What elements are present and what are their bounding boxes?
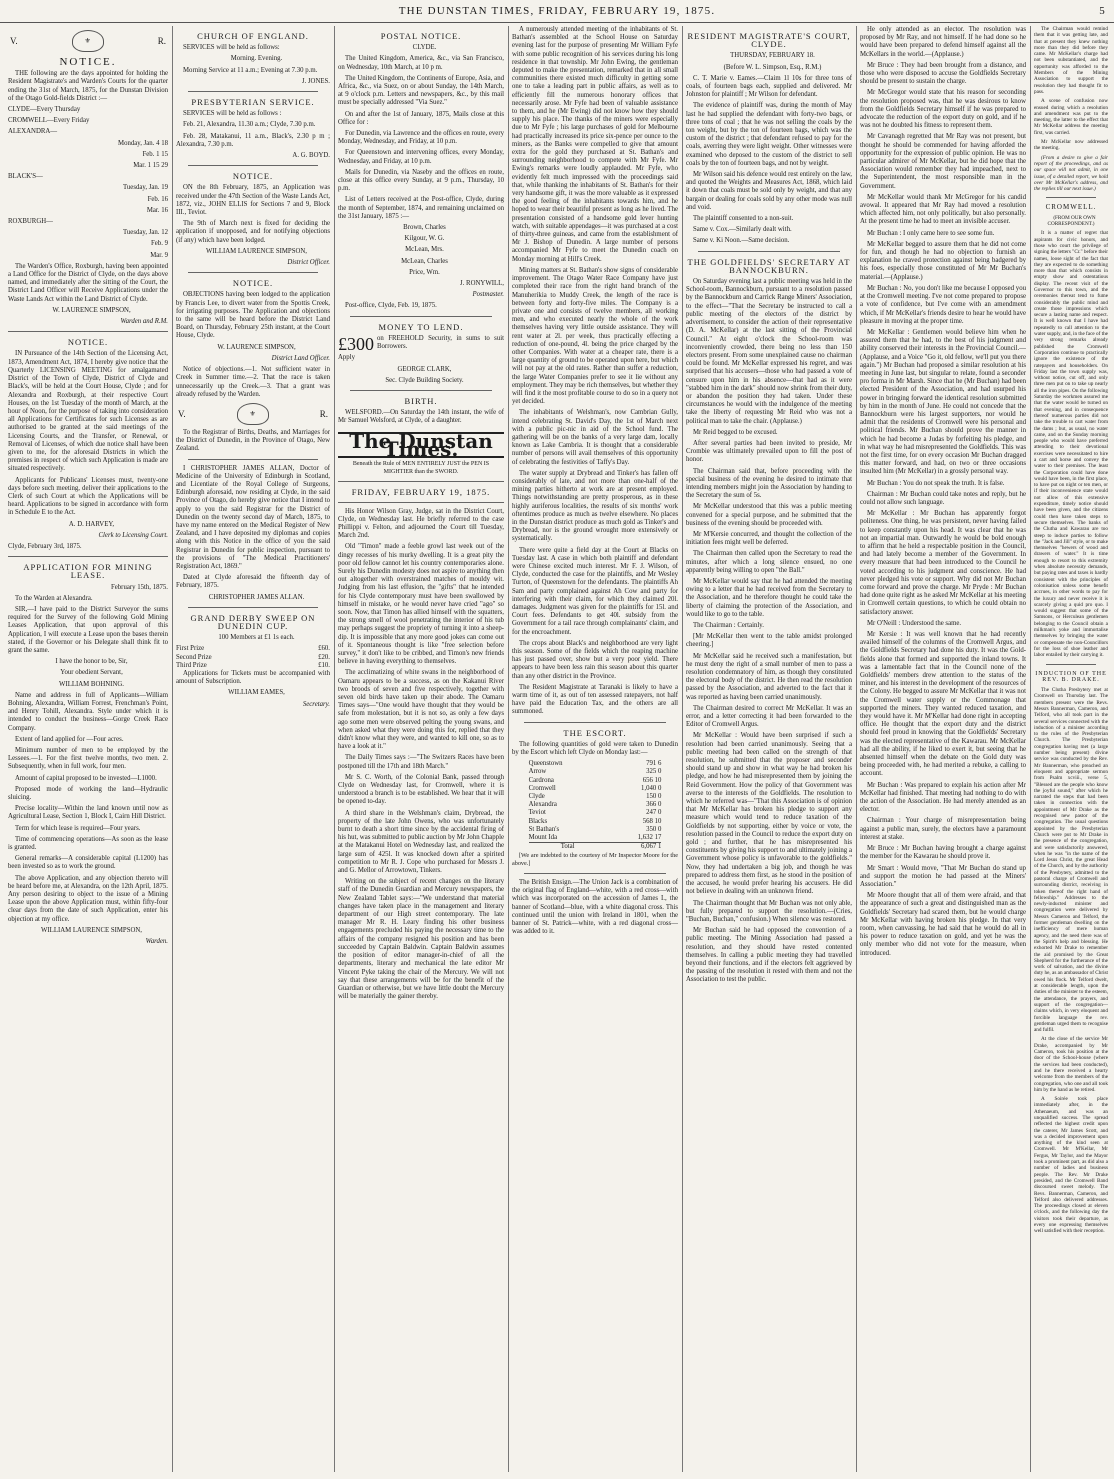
postal-text: The United Kingdom, the Continents of Europe, Asia, and Africa, &c., via Suez, on or about Sunday, the 14th March, at 9 o'clock p.m. Letters and newspapers, &c., by this mail must be specially addressed "Via Suez." [338, 74, 504, 107]
editorial-paragraph: Writing on the subject of recent changes on the literary staff of the Dunedin Guardian and Mercury newspapers, the New Zealand Tablet says:—"We understand that material changes have taken place in the management and literary department of our High street contemporary. The late manager Mr R. H. Leary finding his other business engagements precluded his paying the necessary time to the affairs of the company resigned his position and has been succeeded by Captain Baldwin. Captain Baldwin assumes the position of editor manager-in-chief of all the departments, literary and mechanical the late editor Mr Vincent Pyke taking the chair of the Mercury. We will not say that these arrangements will be for the benefit of the Guardian or otherwise, but we have little doubt the Mercury will be materially the gainer thereby. [338, 878, 504, 1001]
meeting-paragraph: Mr Moore thought that all of them were afraid, and that the appearance of such a great and distinguished man as the Goldfields' Secretary had scared them, but he would charge Mr McKellar with having broken his pledge. In that very room, when canvassing, he had said that he would do all in his power to reduce taxation on gold, and yet he was the only member who did not vote for the measure, when introduced. [860, 892, 1026, 957]
signature: WILLIAM EAMES, [228, 689, 285, 697]
allan-body: I CHRISTOPHER JAMES ALLAN, Doctor of Medicine of the University of Edinburgh in Scotland, and Licentiate of the Royal College of Surgeons, Edinburgh aforesaid, now residing at Clyde, in the said Province of Otago, do hereby give notice that I intend to apply to you the said Registrar for the District of Dunedin on the twenty second day of March, 1875, to have my name entered on the Medical Register of New Zealand, and I have deposited my diplomas and copies along with this Notice in the office of you the said Registrar in Dunedin for public inspection, pursuant to the provisions of "The Medical Practitioners' Registration Act, 1869." [176, 464, 330, 570]
escort-place: Mount Ida [528, 834, 558, 842]
column-rule [1030, 26, 1031, 1472]
letter-name: McLean, Charles [401, 257, 448, 265]
meeting-paragraph: Mr Reid begged to be excused. [693, 428, 778, 436]
objections-body: Notice of objections.—1. Not sufficient water in Creek in Summer time.—2. That the race is taken unnecessarily up the Creek.—3. That a grant was already refused by the Warden. [176, 366, 330, 398]
divider [8, 556, 168, 557]
notice-heading: NOTICE. [59, 56, 117, 68]
ensign-paragraph: The British Ensign.—The Union Jack is a combination of the original flag of England—white, with a red cross—with which was incorporated on the accession of James I., the banner of Scotland—blue, with a white diagonal cross. This continued until the union with Ireland in 1801, when the banner of St. Patrick—white, with a red diagonal cross—was added to it. [512, 878, 678, 936]
postal-text: For Dunedin, via Lawrence and the offices en route, every Monday, Wednesday, and Friday, at 10 p.m. [338, 130, 504, 146]
editorial-paragraph: Old "Timon" made a feeble growl last week out of the dingy recesses of his murky dwelling. It is a great pity the poor old fellow cannot let his country contemporaries alone. Surely his Dunedin modesty does not aspire to anything then out altogether with overstrained matches of mouldy wit. Judging from his last effusion, the "gifts" that he intended for his Clyde contemporary must have been swallowed by himself in mistake, or he would never have cried "ago" so soon. Now, that Timon has allied himself with the squatters, the strong smell of wool penetrating the interior of his tub may perhaps suggest the propriety of turning it into a sheep-dip. It is impossible that any more good jokes can come out of it. Spontaneous thought is like "free selection before survey," it don't like to be cribbed, and Timon's new friends believe in having everything to themselves. [338, 543, 504, 666]
table-row [529, 777, 662, 785]
meeting-paragraph: [Mr McKellar then went to the table amidst prolonged cheering.] [686, 633, 852, 649]
induction-paragraph: The Clutha Presbytery met at Cromwell on Thursday last. The members present were the Revs. Messrs Bannerman, Cameron, and Telford, who all took part in the several services connected with the induction of a minister according to the rules of the Presbyterian Church. The Presbyterian congregation having met (a large number being present) divine service was conducted by the Rev. Mr Bannerman, who preached an eloquent and appropriate sermon from Psalm xcviii., verse 5, "Blessed are the people who know the joyful sound," after which he narrated the steps that had been taken in connection with the appointment of Mr Drake as the recognised new pastor of the congregation. The usual questions appointed by the Presbyterian Church were put to Mr Drake in the presence of the congregation, and were satisfactorily answered, when he was "in the name of the Lord Jesus Christ, the great Head of the Church, and by the authority of the Presbytery, admitted to the pastoral charge of Cromwell and surrounding district, receiving in token thereof the right hand of fellowship." Addresses to the newly-inducted minister and congregation were delivered by Messrs Cameron and Telford, the former gentleman dwelling on the inefficiency of mere human agency, and the need there was of the Spirit's help and blessing. He exhorted Mr Drake to remember the aid promised by the Great Shepherd for the furtherance of the work of salvation, and the divine duty he, as an ambassador of Christ owed his flock. Mr Telford dwelt, at considerable length, upon the duties of the minister to the esteem, the attendance, the prayers, and support of the congregation—claims which, in very eloquent and forcible language the rev. gentleman urged them to recognise and fulfil. [1034, 687, 1108, 1034]
escort-oz: 366 0 [646, 801, 662, 809]
derby-members: 100 Members at £1 1s each. [218, 634, 295, 642]
escort-place: Queenstown [528, 760, 563, 768]
letter-name: Brown, Charles [403, 224, 446, 232]
mining-capital: Amount of capital proposed to be invested—L1000. [15, 774, 157, 782]
escort-total-label: Total [560, 843, 575, 851]
meeting-paragraph: Mr McKellar : Mr Buchan has apparently forgot politeness. One thing, he was persistent, never having failed to keep constantly upon his head. It was clear that he was not an impartial man. Outwardly he would be bold enough to affirm that he held a respectable position in the Council, and had lately become a member of the Government. In every measure that had been introduced to the Council he voted according to his judgment and conscience. He had never pledged his vote or support. Why did not Mr Buchan come forward and prove the charge. Mr Pryde : Mr Buchan had done quite right as he asked Mr McKellar at his meeting in Cromwell certain questions, to which he could obtain no satisfactory answer. [860, 510, 1026, 616]
divider [1046, 197, 1096, 198]
mining-time: Time of commencing operations—As soon as the lease is granted. [8, 835, 168, 852]
mining-servant: Your obedient Servant, [60, 669, 123, 677]
church-line: Morning Service at 11 a.m.; Evening at 7.30 p.m. [183, 66, 318, 74]
court-roxburgh: ROXBURGH— [8, 218, 53, 226]
signature: W. LAURENCE SIMPSON, [217, 343, 296, 351]
court-date: Tuesday, Jan. 19 [123, 184, 168, 192]
news-paragraph: The water supply at Drybread and Tinker's has fallen off considerably of late, and not more than one-half of the mining parties hitherto at work are at present employed. Things notwithstanding are pretty prosperous, as in these highly auriferous localities, the results of six months' work oftentimes produce as much as twelve elsewhere. No places in the Dunstan district produce as much gold as Tinker's and Drybread, nor is the ground wrought more extensively or systematically. [512, 469, 678, 543]
meeting-paragraph: The Chairman desired to correct Mr McKellar. It was an error, and a letter correcting it had been forwarded to the Editor of Cromwell Argus. [686, 704, 852, 729]
meeting-paragraph: Mr M'Kersie concurred, and thought the collection of the initiation fees might well be deferred. [686, 530, 852, 547]
court-paragraph: Same v. Ki Noon.—Same decision. [693, 237, 790, 245]
divider [188, 272, 318, 273]
table-row [529, 760, 662, 768]
meeting-paragraph: Mr McKellar now addressed the meeting. [1034, 139, 1108, 152]
induction-paragraph: At the close of the service Mr Drake, accompanied by Mr Cameron, took his position at the door of the School-house (where the services had been conducted), and he there received a hearty welcome from the members of the congregation, who one and all took him by the hand as he retired. [1034, 1036, 1108, 1093]
column-5 [686, 26, 852, 1472]
notice-heading: NOTICE. [67, 337, 109, 348]
table-row [529, 826, 662, 834]
court-date: Feb. 16 [147, 195, 168, 203]
postal-text: The United Kingdom, America, &c., via San Francisco, on Wednesday, 10th March, at 10 p m. [338, 55, 504, 71]
notice-date: Clyde, February 3rd, 1875. [8, 542, 82, 550]
court-date: Tuesday, Jan. 12 [123, 229, 168, 237]
court-paragraph: The plaintiff consented to a non-suit. [693, 215, 794, 223]
meeting-paragraph: Mr Kersie : It was well known that he had recently availed himself of the columns of the Cromwell Argus, and the Goldfields Secretary had done his duty. It was the Gold-fields alone that formed and supported the inland towns. It was a lamentable fact that in the Council none of the Goldfields' members drew attention to the status of the miner, and his interest in the development of the resources of the Colony. He begged to assure Mr McKellar that it was not the Cromwell water supply or the Commonage that supported the miners. They wanted reduced taxation, and they would have it. Mr M'Kellar had done right in accepting office. He thought that the export duty and the district should feel proud in knowing that the Goldfields' Secretary was the elected representative of the Kawarau. Mr McKellar had all the ability, if he liked to exert it, but seeing that he absented himself when the debate on the Gold duty was being proceeded with, he had merited a rebuke, a calling to account. [860, 631, 1026, 778]
column-3 [338, 26, 504, 1472]
notice-body: OBJECTIONS having been lodged to the application by Francis Lee, to divert water from the Spottis Creek, for irrigating purposes. The Application and objections to the same will be heard before the District Land Board, on Thursday, February 25th instant, at the Court House, Clyde. [176, 291, 330, 340]
signature: WILLIAM LAURENCE SIMPSON, [205, 247, 307, 255]
escort-note: [We are indebted to the courtesy of Mr Inspector Moore for the above.] [512, 851, 678, 867]
escort-place: St Bathan's [528, 825, 560, 833]
postal-text: List of Letters received at the Post-office, Clyde, during the month of September, 1874, and remaining unclaimed on the 31st January, 1875 :— [338, 196, 504, 220]
editorial-paragraph: His Honor Wilson Gray, Judge, sat in the District Court, Clyde, on Wednesday last. He briefly referred to the case Phillippi v. Felton, and adjourned the Court till Tuesday, March 2nd. [338, 507, 504, 540]
court-before: (Before W. L. Simpson, Esq., R.M.) [723, 63, 822, 71]
meeting-paragraph: Mr McKellar : Would have been surprised if such a resolution had been carried unanimously. Seeing that a public meeting had been called on the strength of that resolution, he submitted that the proposer and seconder should stand up and show in what way he had broken his pledge, and how he had misrepresented them by joining the Reid Government. How the policy of that Government was averse to the interests of the Goldfields. The resolution to which he referred was—"That this Association is of opinion that Mr McKellar has broken his pledge to support any measure which would tend to reduce taxation of the Goldfields by not supporting, either by voice or vote, the resolution passed in the Council to reduce the export duty on gold ; and further, that he has misrepresented his constituents by giving his support to and ultimately joining a Government whose policy is unfavorable to the goldfields." Now, they had undertaken a big job, and though he was prepared to address them first, as he stood in the position of the accused, he would prefer hearing his accusers. He did not believe in dealing with an unknown friend. [686, 732, 852, 896]
court-paragraph: Mr Wilson said his defence would rest entirely on the law, and quoted the Weights and Measures Act, 1868, which laid it down that coals must be sold only by weight, and that any bargain or dealing for coals sold by any other mode was null and void. [686, 171, 852, 211]
mining-honor: I have the honor to be, Sir, [55, 658, 128, 666]
court-days-intro: THE following are the days appointed for holding the Resident Magistrate's and Warden's Courts for the quarter ending the 31st of March, 1875, for the Dunstan Division of the Otago Gold-fields District :— [8, 70, 168, 102]
meeting-paragraph: Mr Buchan said he had opposed the convention of a public meeting. The Mining Association had passed a resolution, and they should have rested contented themselves. In calling a public meeting they had travelled beyond their functions, and if the electors felt aggrieved by the passing of the resolution it rested with them and not the Association to test the public. [686, 927, 852, 984]
prize-label: Third Prize [176, 661, 207, 669]
table-row [529, 809, 662, 817]
escort-oz: 1,632 17 [637, 834, 662, 842]
meeting-paragraph: Mr McGregor would state that his reason for seconding the resolution proposed was, that he was desirous to know from the Goldfields Secretary himself if he was prepared to advocate the reduction of the export duty on gold, and if he was not he doubted his fitness to represent them. [860, 89, 1026, 130]
mining-to: To the Warden at Alexandra. [15, 594, 93, 602]
meeting-paragraph: The Chairman said that, before proceeding with the special business of the evening he desired to intimate that intending members might join the Association by handing to the Secretary the sum of 5s. [686, 467, 852, 500]
court-date: THURSDAY, FEBRUARY 18. [730, 52, 815, 60]
royal-coat-of-arms: V. ⚜ R. [178, 403, 328, 425]
court-date: Feb. 9 [151, 240, 168, 248]
mining-name: WILLIAM BOHNING. [59, 680, 124, 688]
signature-title: Secretary. [302, 700, 330, 708]
crest-icon: ⚜ [72, 30, 104, 52]
news-paragraph: There were quite a field day at the Court at Blacks on Tuesday last. A case in which both plaintiff and defendant were Chinese excited much interest. Mr F. J. Wilson, of Clyde, conducted the case for the plaintiffs, and Mr Wesley Turton, of Queenstown for the defendants. The plaintiffs Ah Sam and party complained against Ah Cow and party for interfering with their claim, for which they claimed 20l. damages. Judgment was given for the plaintiffs for 15l. and Court fees. Defendants to get 40l. subsidy from the Government for a tail race through complainants' claim, and for the encroachment. [512, 546, 678, 636]
letter-name: McLean, Mrs. [405, 246, 444, 254]
court-paragraph: The evidence of plaintiff was, during the month of May last he had supplied the defendant with forty-two bags, or three tons of coal ; that he was not selling the coals by the ton weight, but by the ton of fourteen bags, which was the custom of the district ; that defendant refused to pay for the coals, averring they were light weight. Other witnesses were examined who deposed to the custom of the district to sell coals by the ton of fourteen bags, and not by weight. [686, 102, 852, 167]
escort-heading: THE ESCORT. [563, 727, 627, 738]
column-rule [856, 26, 857, 1472]
court-paragraph: C. T. Marie v. Eames.—Claim 1l 10s for three tons of coals, of fourteen bags each, supplied and delivered. Mr Johnston for plaintiff ; Mr Wilson for defendant. [686, 74, 852, 99]
escort-place: Cromwell [528, 784, 556, 792]
meeting-paragraph: The Chairman thought that Mr Buchan was not only able, but fully prepared to support the resolution.—(Cries, "Buchan, Buchan," confusion.) When silence was restored. [686, 899, 852, 923]
signature: WILLIAM LAURENCE SIMPSON, [40, 926, 142, 934]
escort-oz: 656 10 [642, 776, 662, 784]
prize-row [176, 654, 330, 662]
editorial-paragraph: The Daily Times says :—"The Switzers Races have been postponed till the 17th and 18th March." [338, 754, 504, 770]
crest-icon: ⚜ [237, 403, 269, 425]
meeting-paragraph: Mr Bruce : They had been brought from a distance, and those who were disposed to accuse the Goldfields Secretary should be present to sustain the charge. [860, 61, 1026, 86]
dateline: FRIDAY, FEBRUARY 19, 1875. [351, 487, 491, 498]
column-2 [176, 26, 330, 1472]
column-7 [1034, 26, 1108, 1472]
mining-body: SIR,—I have paid to the District Surveyor the sums required for the Survey of the following Gold Mining Leases Application, that upon approval of this Application, I will execute a Lease upon the bases therein stated, if the Governor or his Delegate shall think fit to grant the same. [8, 605, 168, 654]
table-total-row [529, 843, 662, 852]
escort-oz: 350 0 [646, 825, 662, 833]
mining-date: February 15th, 1875. [110, 583, 168, 591]
table-row [529, 793, 662, 801]
prize-row [176, 662, 330, 670]
licensing-notice-2: Applicants for Publicans' Licenses must, twenty-one days before such meeting, deliver their applications to the Clerk of such Court at which the Applications will be heard. Applications to be signed in accordance with form in Schedule E to the Act. [8, 476, 168, 517]
meeting-paragraph: Mr Smart : Would move, "That Mr Buchan do stand up and support the motion he had passed at the Miners' Association." [860, 864, 1026, 888]
news-paragraph: A numerously attended meeting of the inhabitants of St. Bathan's assembled at the School House on Saturday evening last for the purpose of presenting Mr William Fyfe with some public recognition of his services during his long residence in that township. Mr John Ewing, the gentleman deputed to make the presentation, remarked that in all small communities there existed much difficulty in getting some one to take a leading part in public affairs, as well as to efficiently fill the numerous honorary offices that necessarily arose. Mr Fyfe had been of valuable assistance to them, and he (Mr Ewing) did not know how they should supply his place. The thanks of the miners were especially due to Mr Fyfe ; his large purchases of gold for Melbourne had practically increased its price six-pence per ounce to the miners, as the Banks were compelled to give that amount extra for the gold they purchased at St. Bathan's and surrounding neighborhood to compete with Mr Fyfe. Mr Ewing's remarks were loudly applauded. Mr Fyfe, who evidently felt much impressed with the proceedings said that, while thanking the inhabitants of St. Bathan's for their very handsome gift, it was the more valuable as it expressed the good feeling of the inhabitants towards him, and he hoped to wear their beautiful present as long as he lived. The presentation consisted of a handsome gold lever hunting watch, with suitable appendages—it was purchased at a cost of thirty-three guineas, and came from the establishment of Mr J. Bishop of Dunedin. A large number of persons accompanied Mr Fyfe to meet the Dunedin coach on Monday morning at Hill's Creek. [512, 26, 678, 263]
signature: J. JONES. [301, 77, 330, 85]
mining-details: Name and address in full of Applicants—William Bohning, Alexandra, William Forrest, Frenchman's Point, and Henry Tohill, Alexandra. Style under which it is intended to conduct the business—Gorge Creek Race Company. [8, 691, 168, 732]
divider [8, 331, 168, 332]
notice-body: ON the 8th February, 1875, an Application was received under the 47th Section of the Waste Lands Act, 1872, viz., JOHN ELLIS for Sections 7 and 9, Block III., Teviot. [176, 184, 330, 217]
escort-place: Cardrona [528, 776, 554, 784]
notice-body: The 9th of March next is fixed for deciding the application if unopposed, and for notifying objections (if any) which have been lodged. [176, 220, 330, 244]
table-row [529, 818, 662, 826]
divider [188, 91, 318, 92]
table-row [529, 785, 662, 793]
table-row [529, 768, 662, 776]
meeting-paragraph: Mr Buchan : I only came here to see some fun. [867, 229, 995, 237]
divider [350, 390, 492, 391]
meeting-paragraph: Mr Buchan : No, you don't like me because I opposed you at the Cromwell meeting. I've not come prepared to propose a vote of confidence, but I've come with an amendment which, if Mr McKellar's friends desire to hear he would have pleasure in moving at the proper time. [860, 284, 1026, 325]
mining-mode: Proposed mode of working the land—Hydraulic sluicing. [8, 785, 168, 802]
masthead-title: THE DUNSTAN TIMES, FRIDAY, FEBRUARY 19, 1875. [398, 5, 716, 17]
court-date: Mar. 16 [146, 206, 168, 214]
court-date: Mar. 9 [150, 251, 168, 259]
presb-line: Feb. 21, Alexandra, 11.30 a.m.; Clyde, 7.30 p.m. [183, 121, 316, 129]
signature: W. LAURENCE SIMPSON, [52, 306, 131, 314]
news-paragraph: Mining matters at St. Bathan's show signs of considerable improvement. The Otago Water Race Company have just completed their race from the right hand branch of the Manuherikia to Muddy Creek, the length of the race is between forty and forty-five miles. The Company is a private one and consists of twelve members, all working men, and who executed nearly the whole of the work themselves having very little outside assistance. They will rent water at 2l. per week, thus practically effecting a reduction of one-pound, 4l. being the price charged by the other Companies. With water at a cheaper rate, there is a large quantity of ground to be operated upon here, but which will not pay at the old rates. Rather than suffer a reduction, the large Water Companies prefer to see it lie without any employment. They may be rich themselves, but whether they will find it the most profitable course to do so in a query not yet decided. [512, 266, 678, 406]
mining-men: Minimum number of men to be employed by the Lessees.—1. For the first twelve months, two men. 2. Subsequently, when in full work, four men. [8, 747, 168, 771]
escort-oz: 568 10 [642, 817, 662, 825]
cromwell-paragraph: It is a matter of regret that aspirants for civic honors, and those who court the privilege of signing the letters "Cr." before their names, loose sight of the fact that they are expected to do something more than that which consists in empty show and ostentatious display. The recent visit of the Governor to this town, and the ceremonies thereat tend to fume considerably the public mind and create those impressions which secure a lasting name and respect. It is well known that I have had repeatedly to call attention to the water supply, and, in the face of the very strong remarks already published the Cromwell Corporation continue to practically ignore the existence of the ratepayers and householders. On Friday last the town supply was, without notice, cut off, and only three men put on to take up nearly all the iron pipes. On the following Saturday the workmen assured me that the water would be turned on that evening, and in consequence thereof numerous parties did not take the trouble to cart water from the dams ; but, as usual, no water came, and on the Sunday morning people who would have preferred attending to their devotional exercises were necessitated to hire a cart and horse and convey the water to their premises. The least the Corporation could have done would have been, in the first place, to have put on night or ten men, or if their inconvenience state would not allow of this extensive expenditure, timely notice should have been given, and the citizens could then have taken steps to secure themselves. The banks of the Clutha and Kawarau are too steep to induce parties to follow the "Jack and Jill" style, or to make themselves "hewers of wood and drawers of water." It is time enough to resort to this extremity when absolute necessity demands, but paying rates and taxes is hardly consistent with the principles of colonisation unless some benefit accrues, in other words to pay for the luxury and never receive it is scarcely giving a quid pro quo. I would suggest that some of the Samsons, or Herculean gentlemen belonging to the Council obtain a milkman's yoke and immortalise themselves by bringing the water or compensate the non-Councillors for the loss of shoe leather and labor entailed by their carrying it. [1034, 230, 1108, 659]
postal-sub: CLYDE. [412, 44, 437, 52]
meeting-paragraph: Chairman : Your charge of misrepresentation being against a public man, surely, the electors have a paramount interest at stake. [860, 817, 1026, 841]
column-1 [8, 26, 168, 1472]
cromwell-sub: (FROM OUR OWN CORRESPONDENT.) [1047, 214, 1096, 228]
news-paragraph: The inhabitants of Welshman's, now Cambrian Gully, intend celebrating St. David's Day, the 1st of March next with a public pic-nic in aid of the School fund. The gathering will be on the banks of a very large dam, locally known as Lake Cambria. It is thought that a considerable number of persons will avail themselves of this opportunity of celebrating the festivities of Taffy's Day. [512, 409, 678, 466]
meeting-paragraph: Mr Buchan : You do not speak the truth. It is false. [867, 479, 1005, 487]
meeting-paragraph: Mr Buchan : Was prepared to explain his action after Mr McKellar had finished. That meeting had nothing to do with the action of the Association. He had merely attended as an elector. [860, 781, 1026, 814]
presb-body: SERVICES will be held as follows : [183, 110, 282, 118]
signature: GEORGE CLARK, [397, 365, 452, 373]
divider [188, 459, 318, 460]
prize-row [176, 645, 330, 653]
court-heading: RESIDENT MAGISTRATE'S COURT, CLYDE. [687, 31, 851, 50]
signature: A. G. BOYD. [292, 152, 330, 160]
divider [350, 316, 492, 317]
prize-table [176, 645, 330, 670]
meeting-paragraph: Mr Cavanagh regretted that Mr Ray was not present, but thought he should be commended for having afforded the opportunity for the expression of public opinion. He was no particular admirer of Mr McKellar, but he did hope that the Association would remember they had impeached, next to the Superintendent, the most responsible man in the Government. [860, 133, 1026, 190]
meeting-paragraph: Chairman : Mr Buchan could take notes and reply, but he could not allow such language. [860, 490, 1026, 506]
signature-title: Sec. Clyde Building Society. [385, 376, 464, 384]
notice-heading: NOTICE. [232, 278, 274, 289]
coat-left-letter: V. [10, 35, 18, 46]
column-rule [172, 26, 173, 1472]
divider [1046, 664, 1096, 665]
motto: Beneath the Rule of MEN ENTIRELY JUST the PEN IS MIGHTIER than the SWORD. [352, 460, 490, 476]
signature: CHRISTOPHER JAMES ALLAN. [208, 593, 305, 601]
church-times: Morning. Evening. [230, 55, 283, 63]
meeting-paragraph: The Chairman would remind them that it was getting late, and that at present they knew nothing more than they did before they came. Mr McKellar's charge had not been substantiated, and the opportunity was afforded to the Members of the Mining Association to support the resolution they had thought fit to pass. [1034, 26, 1108, 95]
meeting-paragraph: Mr McKellar said he received such a manifestation, but he must deny the right of a small number of men to pass a resolution condemnatory of him, as though they constituted the electoral body of the district. He then read the resolution passed by the Association, and adverted to the fact that it was reported as having been carried unanimously. [686, 652, 852, 701]
signature: A. D. HARVEY, [68, 520, 115, 528]
court-date: Monday, Jan. 4 18 [118, 139, 168, 147]
escort-oz: 1,040 0 [641, 784, 662, 792]
letter-name: Price, Wm. [409, 268, 440, 276]
induction-paragraph: A Soirée took place immediately after, in the Athenaeum, and was an unqualified success. The spread reflected the highest credit upon the caterer, Mr James Scott, and was a decided improvement upon anything of the kind seen at Cromwell. Mr M'Kellar, Mr Fergus, Mr Taylor, and the Mayor took a prominent part, as did also a number of ladies and business people. The Rev. Mr Drake presided, and the Cromwell Band discoursed sweet melody. The Revs. Bannerman, Cameron, and Telford also delivered addresses. The proceedings closed at eleven o'clock, and the following day the visitors took their departure, as every one expressing themselves well satisfied with their reception. [1034, 1096, 1108, 1235]
escort-place: Alexandra [528, 801, 557, 809]
divider [338, 502, 504, 503]
escort-place: Arrow [528, 768, 547, 776]
divider [524, 873, 666, 874]
table-row [529, 834, 662, 843]
postal-text: On and after the 1st of January, 1875, Mails close at this Office for : [338, 110, 504, 126]
meeting-paragraph: Mr McKellar begged to assure them that he did not come for fun, and though he had no objection to furnish an explanation he craved protection against being badgered by his foes, especially those constituted of Mr Mr Buchan's material.—(Applause.) [860, 240, 1026, 281]
masthead [0, 0, 1114, 23]
newspaper-nameplate: The Dunstan Times. [338, 432, 504, 458]
page-number: 5 [1099, 5, 1106, 17]
court-clyde: CLYDE—Every Thursday [8, 106, 81, 114]
meeting-paragraph: He only attended as an elector. The resolution was proposed by Mr Ray, and not himself. If he had done so he would have been prepared to defend himself against all the McKellars in the world.—(Applause.) [860, 26, 1026, 58]
editor-note: (From a desire to give a fair report of the proceedings, and as our space will not admit, in one issue, of a detailed report, we hold over Mr McKellar's address, and the replies till our next issue.) [1034, 154, 1108, 193]
court-paragraph: Same v. Cox.—Similarly dealt with. [693, 226, 792, 234]
court-alexandra: ALEXANDRA— [8, 128, 58, 136]
meeting-paragraph: The Chairman then called upon the Secretary to read the minutes, after which a long silence ensued, no one apparently being willing to open "the Ball." [686, 550, 852, 574]
editorial-paragraph: A third share in the Welshman's claim, Drybread, the property of the late John Owens, who was unfortunately burnt to death a short time since by the accidental firing of his hut, was submitted to public auction by Mr John Chapple at the Matakanui Hotel on Wednesday last, and realized the large sum of 425l. It was knocked down after a spirited competition to Mr R. J. Cope who purchased for Messrs J. and G. Mellor of Arrowtown, Tinkers. [338, 809, 504, 875]
court-date: Mar. 1 15 29 [133, 162, 168, 170]
church-body: SERVICES will be held as follows: [183, 44, 280, 52]
birth-body: WELSFORD.—On Saturday the 14th instant, the wife of Mr Samuel Welsford, at Clyde, of a daughter. [338, 409, 504, 425]
column-rule [682, 26, 683, 1472]
news-paragraph: The crops about Black's and neighborhood are very light this season. Some of the fields which the reaping machine has just passed over, show but a very poor yield. There appears to have been less rain this season about this quarter than any other district in the Province. [512, 639, 678, 680]
induction-heading: INDUCTION OF THE REV. B. DRAKE. [1035, 670, 1107, 683]
editorial-paragraph: The acclimatizing of white swans in the neighborhood of Oamaru appears to be a success, as on the Kakanui River two broods of seven and five respectively, together with seven old birds have taken up their abode. The Oamaru Times says—"One would have thought that they would be safe from molestation, but it is not so, as only a few days ago some men were observed pelting the young swans, and when asked what they were doing this for, replied that they didn't know what they were, and wanted to kill one, so as to have a look at it." [338, 669, 504, 751]
meeting-paragraph: Mr McKellar would say that he had attended the meeting owing to a letter that he had received from the Secretary to the Association, and he therefore thought he could take the liberty of claiming the protection of the Association, and would like to go to the table. [686, 577, 852, 618]
divider [524, 722, 666, 723]
editorial-paragraph: Mr S. C. Worth, of the Colonial Bank, passed through Clyde on Wednesday last, for Cromwell, where it is understood a branch is to be established. We hear that it will be opened to-day. [338, 773, 504, 806]
mining-lease-heading: APPLICATION FOR MINING LEASE. [23, 562, 153, 581]
meeting-paragraph: Mr McKellar would thank Mr McGregor for his candid avowal. It appeared that Mr Ray had moved a resolution which affected him, not only politically, but also personally. At the present time he had to meet an invisible accuser. [860, 193, 1026, 226]
prize-value: £10. [318, 661, 330, 669]
allan-date: Dated at Clyde aforesaid the fifteenth day of February, 1875. [176, 574, 330, 590]
prize-label: First Prize [176, 645, 205, 653]
meeting-paragraph: On Saturday evening last a public meeting was held in the School-room, Bannockburn, pursuant to a resolution passed by the Bannockburn and Carrick Range Miners' Association, to the effect—"That the Secretary be instructed to call a public meeting of the electors of the district by advertisement, to consider the action of their representative (D. A. McKellar) at the last sitting of the Provincial Council." At eight o'clock the School-room was inconveniently crowded, there being no less than 150 electors present. From some unexplained cause no chairman could be found. Mr McKellar expressed his regret, and was surprised that his accusers—those who had passed a vote of censure upon him in his absence—that had as it were "stabbed him in the dark" should now shrink from their duty, or abandon the position they had taken. Under these circumstances he would with the indulgence of the meeting take the liberty of requesting Mr Reid who was not a political man to take the chair. (Applause.) [686, 278, 852, 425]
mining-locality: Precise locality—Within the land known until now as Agricultural Lease, Section 1, Block I, Cairn Hill District. [8, 805, 168, 821]
escort-intro: The following quantities of gold were taken to Dunedin by the Escort which left Clyde on Monday last:— [512, 740, 678, 757]
court-date: Feb. 1 15 [142, 150, 168, 158]
signature-title: District Land Officer. [271, 354, 330, 362]
mining-term: Term for which lease is required—Four years. [15, 824, 141, 832]
signature: J. RONYWILL, [460, 280, 504, 288]
letter-name: Kilgour, W. G. [404, 235, 445, 243]
meeting-paragraph: Mr O'Neill : Understood the same. [867, 619, 962, 627]
postal-date: Post-office, Clyde, Feb. 19, 1875. [345, 302, 437, 310]
signature-title: District Officer. [287, 259, 330, 267]
table-row [529, 801, 662, 809]
escort-place: Blacks [528, 817, 548, 825]
goldfields-heading: THE GOLDFIELDS' SECRETARY AT BANNOCKBURN. [687, 256, 851, 275]
presbyterian-heading: PRESBYTERIAN SERVICE. [191, 97, 315, 108]
escort-total: 6,067 1 [641, 843, 662, 851]
birth-heading: BIRTH. [404, 395, 438, 406]
postal-heading: POSTAL NOTICE. [380, 31, 462, 41]
coat-right-letter: R. [157, 35, 166, 46]
signature-title: Clerk to Licensing Court. [98, 531, 168, 539]
postal-text: Mails for Dunedin, via Naseby and the offices en route, close at this office every Sunday, at 9 p.m., Thursday, 10 p.m. [338, 168, 504, 193]
escort-table [529, 760, 662, 851]
mining-objection: The above Application, and any objection thereto will be heard before me, at Alexandra, on the 12th April, 1875. Any person desiring to object to the issue of a Mining Lease upon the above Application must, within fifty-four clear days from the date of such Application, enter his objection at my office. [8, 874, 168, 923]
cromwell-heading: CROMWELL. [1045, 203, 1097, 212]
escort-oz: 325 0 [646, 768, 662, 776]
meeting-paragraph: A scene of confusion now ensued during which a resolution and amendment was put to the meeting, the latter to the effect that Mr McKellar address the meeting first, was carried. [1034, 98, 1108, 136]
church-heading: CHURCH OF ENGLAND. [197, 31, 309, 41]
derby-heading: GRAND DERBY SWEEP ON DUNEDIN CUP. [190, 612, 316, 631]
divider [188, 165, 318, 166]
column-rule [508, 26, 509, 1472]
money-apply: Apply [338, 354, 355, 362]
divider [338, 481, 504, 482]
prize-label: Second Prize [176, 653, 212, 661]
meeting-paragraph: Mr McKellar : Gentlemen would believe him when he assured them that he had, to the best of his judgment and ability conserved their interests in the Provincial Council.—(Applause, and a Voice "Go it, old fellow, we'll put you there again.") Mr Buchan had proposed a similar resolution at his meeting in June last, but singular to relate, found a seconder pro forma in Mr Marsh. Since that he (Mr Buchan) had been elected President of the Association, and had usurped his power in bringing forward the identical resolution submitted by him in the month of June. He could not concede that the Bannockburn were his largest supporters, nor would he admit that the residents of Cromwell were his personal and political friends. Mr Buchan should prove the manner in which he had become a Judas by forfeiting his pledge, and in what way he had misrepresented the Goldfields. This was not the first time, for on every occasion Mr Buchan dragged this matter forward, and had, on two or three occasions insulted him (Mr McKellar) in a grossly personal way. [860, 328, 1026, 476]
signature-title: Warden. [145, 938, 168, 946]
escort-oz: 150 0 [646, 793, 662, 801]
signature-title: Warden and R.M. [120, 318, 168, 326]
column-4 [512, 26, 678, 1472]
meeting-paragraph: Mr Bruce : Mr Buchan having brought a charge against the member for the Kawarau he should prove it. [860, 845, 1026, 861]
mining-extent: Extent of land applied for —Four acres. [15, 735, 124, 743]
notice-heading: NOTICE. [232, 171, 274, 182]
prize-value: £60. [318, 645, 330, 653]
registrar-body: To the Registrar of Births, Deaths, and Marriages for the District of Dunedin, in the Province of Otago, New Zealand. [176, 428, 330, 453]
money-amount: £300 [338, 333, 374, 354]
news-paragraph: The Resident Magistrate at Taranaki is likely to have a warm time of it, as out of ten assessed ratepayers, not half have paid the Education Tax, and the others are all summoned. [512, 683, 678, 716]
court-blacks: BLACK'S— [8, 173, 43, 181]
meeting-paragraph: Mr McKellar understood that this was a public meeting convened for a special purpose, and he submitted that the business of the evening should be proceeded with. [686, 503, 852, 527]
prize-value: £20. [318, 653, 330, 661]
escort-oz: 247 0 [646, 809, 662, 817]
money-heading: MONEY TO LEND. [378, 321, 464, 332]
money-body: on FREEHOLD Security, in sums to suit Borrowers. [377, 334, 504, 351]
divider [698, 251, 840, 252]
escort-place: Teviot [528, 809, 546, 817]
escort-oz: 791 6 [646, 760, 662, 768]
postal-text: For Queenstown and intervening offices, every Monday, Wednesday, and Friday, at 10 p.m. [338, 149, 504, 165]
divider [188, 607, 318, 608]
column-6 [860, 26, 1026, 1472]
meeting-paragraph: The Chairman : Certainly. [693, 622, 764, 629]
licensing-notice: IN Pursuance of the 14th Section of the Licensing Act, 1873, Amendment Act, 1874, I hereby give notice that the Quarterly LICENSING MEETING for amalgamated District of the Town of Clyde, District of Clyde and Black's, will be held at the Court House, Clyde ; and for Alexandra and Roxburgh, at their respective Court Houses, on the 1st Tuesday of the month of March, at the hour of Noon, for the purpose of taking into consideration all Applications for Certificates for such Licenses as are authorised to be granted at the said meetings of the Licensing Courts, and the Transfer, or Renewal, or Removal of Licenses, of which due notice shall have been given to me, for the aforesaid Districts in which the premises in respect of which such Application is made are situated respectively. [8, 350, 168, 473]
meeting-paragraph: After several parties had been invited to preside, Mr Crombie was ultimately prevailed upon to fill the post of honor. [686, 439, 852, 464]
royal-coat-of-arms [10, 30, 166, 52]
signature-title: Postmaster. [472, 291, 504, 299]
presb-line: Feb. 28, Matakanui, 11 a.m., Black's, 2.30 p m ; Alexandra, 7.30 p.m. [176, 132, 330, 148]
wardens-office-text: The Warden's Office, Roxburgh, having been appointed a Land Office for the District of Clyde, on the days above named, and immediately after the sitting of the Court, the District Land Officer will Receive Applications under the Waste Lands Act within the Land District of Clyde. [8, 262, 168, 303]
court-cromwell: CROMWELL—Every Friday [8, 117, 90, 125]
derby-body: Applications for Tickets must be accompanied with amount of Subscription. [176, 669, 330, 686]
mining-general: General remarks—A considerable capital (L1200) has been invested so as to work the ground. [8, 855, 168, 871]
column-rule [334, 26, 335, 1472]
escort-place: Clyde [528, 793, 545, 801]
